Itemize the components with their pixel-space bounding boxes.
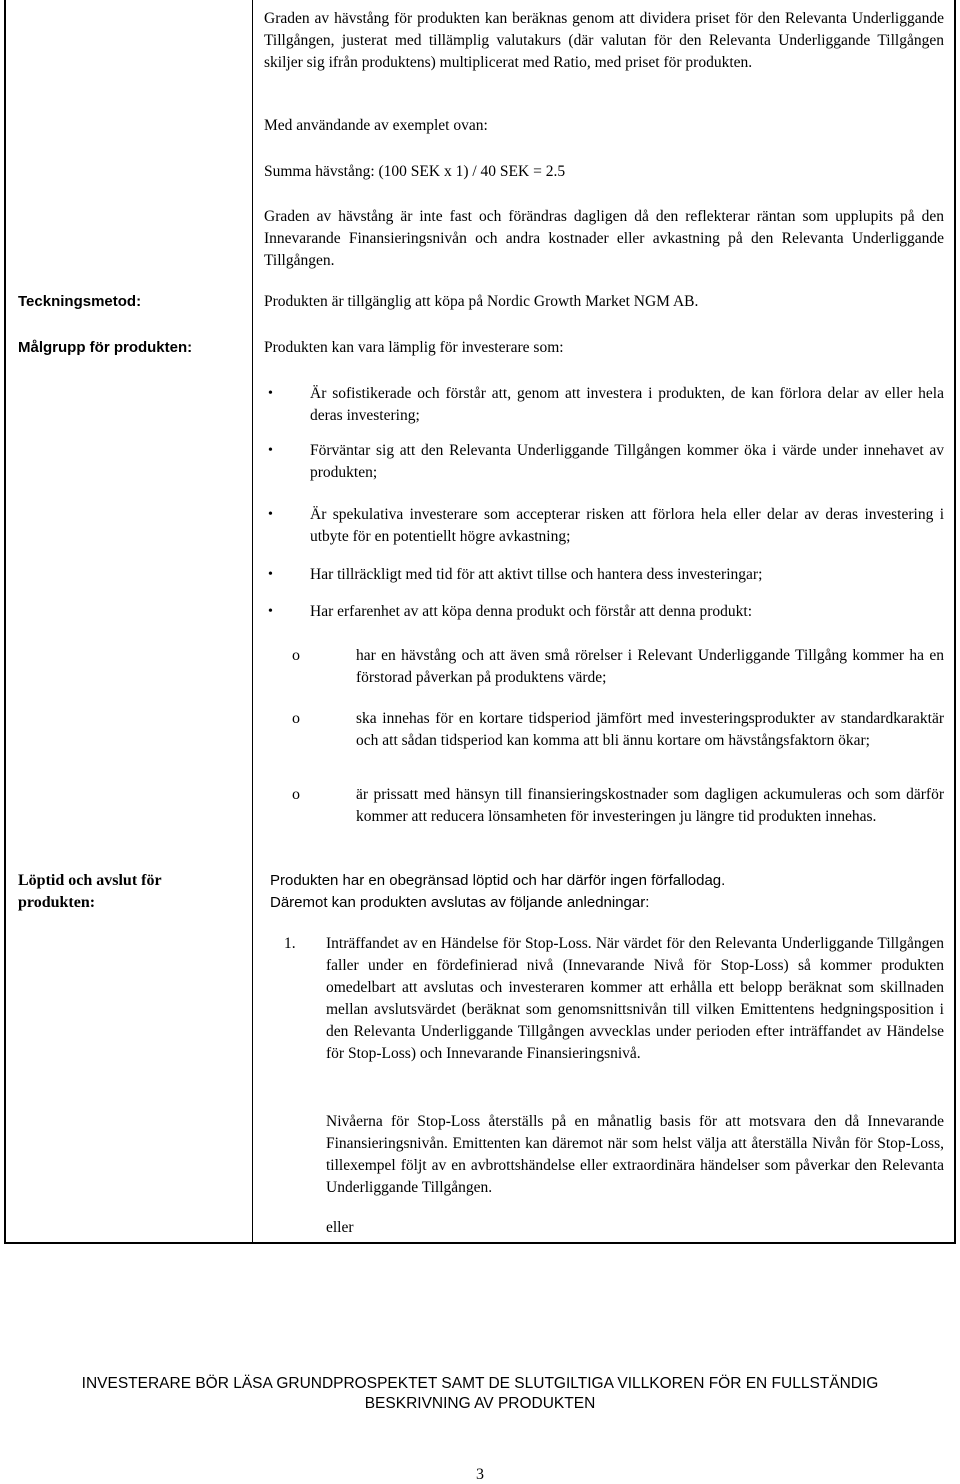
term-or-text: eller [326, 1219, 354, 1236]
leverage-formula: Summa hävstång: (100 SEK x 1) / 40 SEK = 2.5 [264, 163, 566, 180]
bullet-symbol: • [268, 386, 273, 401]
target-sub-bullet-1: har en hävstång och att även små rörelser i Relevant Underliggande Tillgång kommer ha en förstorad påverkan på produktens värde; [356, 647, 944, 686]
leverage-note: Graden av hävstång är inte fast och förändras dagligen då den reflekterar räntan som upplupits på den Innevarande Finansieringsnivån och andra kostnader eller avkastning på den Relevanta Underliggande Tillgången. [264, 208, 944, 269]
target-bullet-5: Har erfarenhet av att köpa denna produkt och förstår att denna produkt: [310, 603, 753, 620]
target-sub-bullet-2: ska innehas för en kortare tidsperiod jämfört med investeringsprodukter av standardkaraktär och att sådan tidsperiod kan komma att bli ännu kortare om hävstångsfaktorn ökar; [356, 710, 944, 749]
subscription-label: Teckningsmetod: [18, 293, 142, 310]
target-group-label: Målgrupp för produkten: [18, 339, 193, 356]
sub-bullet-symbol: o [292, 647, 300, 664]
leverage-intro: Graden av hävstång för produkten kan beräknas genom att dividera priset för den Relevanta Underliggande Tillgången, justerat med tillämplig valutakurs (där valutan för den Relevanta Underliggande Tillgången skiljer sig ifrån produktens) multiplicerat med Ratio, med priset för produkten. [264, 10, 944, 71]
target-group-intro: Produkten kan vara lämplig för investerare som: [264, 339, 564, 356]
target-bullet-3: Är spekulativa investerare som accepterar risken att förlora hela eller delar av deras investering i utbyte för en potentiellt högre avkastning; [310, 506, 944, 545]
term-line-2: Däremot kan produkten avslutas av följande anledningar: [270, 894, 650, 911]
term-item-text: Inträffandet av en Händelse för Stop-Loss. När värdet för den Relevanta Underliggande Tillgången faller under en fördefinierad nivå (Innevarande Nivå för Stop-Loss) så kommer produkten omedelbart att avslutas och investeraren kommer att erhålla ett belopp beräknat som skillnaden mellan avslutsvärdet (beräknat som genomsnittsnivån till vilken Emittentens hedgningsposition i den Relevanta Underliggande Tillgången avvecklas under perioden efter inträffandet av Händelse för Stop-Loss) och Innevarande Finansieringsnivå. [326, 935, 944, 1062]
sub-bullet-symbol: o [292, 710, 300, 727]
footer-line-2: BESKRIVNING AV PRODUKTEN [364, 1395, 596, 1412]
term-item-number: 1. [284, 935, 296, 952]
stop-loss-reset-text: Nivåerna för Stop-Loss återställs på en månatlig basis för att motsvara den då Innevarande Finansieringsnivån. Emittenten kan däremot när som helst välja att återställa Nivån för Stop-Loss, tillexempel följt av en avbrottshändelse eller extraordinära händelser som påverkar den Relevanta Underliggande Tillgången. [326, 1113, 944, 1196]
bullet-symbol: • [268, 604, 273, 619]
target-bullet-4: Har tillräckligt med tid för att aktivt tillse och hantera dess investeringar; [310, 566, 763, 583]
bullet-symbol: • [268, 507, 273, 522]
page-number: 3 [476, 1466, 484, 1483]
footer-line-1: INVESTERARE BÖR LÄSA GRUNDPROSPEKTET SAMT DE SLUTGILTIGA VILLKOREN FÖR EN FULLSTÄNDIG [81, 1375, 879, 1392]
term-line-1: Produkten har en obegränsad löptid och har därför ingen förfallodag. [270, 872, 726, 889]
target-sub-bullet-3: är prissatt med hänsyn till finansieringskostnader som dagligen ackumuleras och som därför kommer att reducera lönsamheten för investeringen ju längre tid produkten innehas. [356, 786, 944, 825]
bullet-symbol: • [268, 443, 273, 458]
subscription-text: Produkten är tillgänglig att köpa på Nordic Growth Market NGM AB. [264, 293, 699, 310]
term-label: Löptid och avslut för produkten: [18, 872, 162, 911]
leverage-example-intro: Med användande av exemplet ovan: [264, 117, 488, 134]
target-bullet-1: Är sofistikerade och förstår att, genom att investera i produkten, de kan förlora delar av eller hela deras investering; [310, 385, 944, 424]
bullet-symbol: • [268, 567, 273, 582]
column-divider [252, 0, 253, 1242]
sub-bullet-symbol: o [292, 786, 300, 803]
target-bullet-2: Förväntar sig att den Relevanta Underliggande Tillgången kommer öka i värde under innehavet av produkten; [310, 442, 944, 481]
